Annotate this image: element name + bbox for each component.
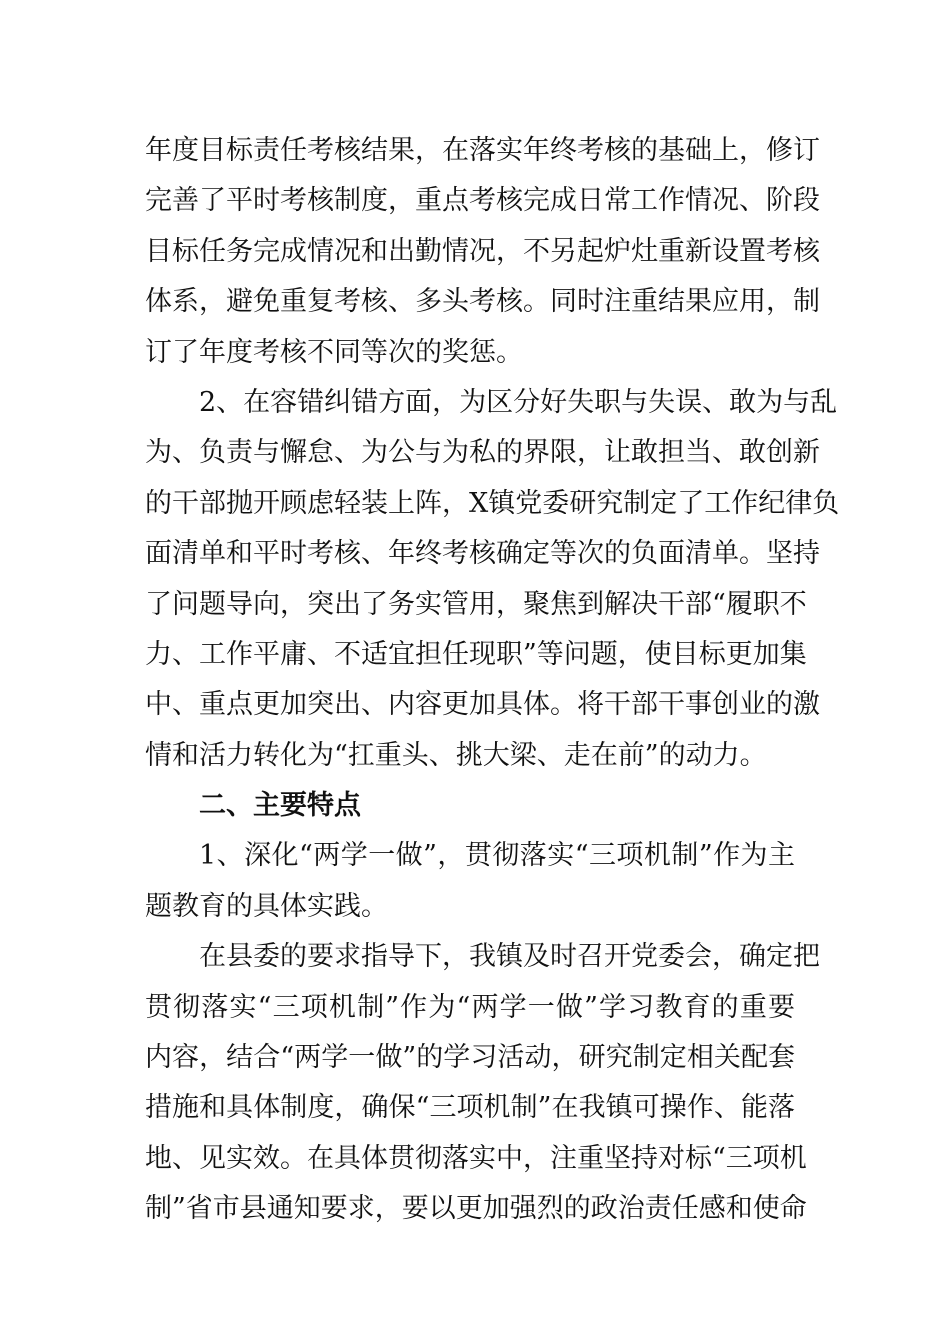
text-line: 措施和具体制度，确保“三项机制”在我镇可操作、能落 bbox=[145, 1092, 795, 1124]
text-line: 年度目标责任考核结果，在落实年终考核的基础上，修订 bbox=[145, 135, 820, 166]
text-line: 体系，避免重复考核、多头考核。同时注重结果应用，制 bbox=[145, 286, 820, 318]
text-line: 贯彻落实“三项机制”作为“两学一做”学习教育的重要 bbox=[145, 991, 795, 1023]
text-line: 1、深化“两学一做”，贯彻落实“三项机制”作为主 bbox=[199, 840, 795, 872]
text-line: 中、重点更加突出、内容更加具体。将干部干事创业的激 bbox=[145, 689, 820, 721]
text-line: 的干部抛开顾虑轻装上阵，X镇党委研究制定了工作纪律负 bbox=[145, 487, 840, 519]
text-line: 面清单和平时考核、年终考核确定等次的负面清单。坚持 bbox=[145, 538, 820, 570]
text-line: 完善了平时考核制度，重点考核完成日常工作情况、阶段 bbox=[145, 185, 820, 217]
text-line: 在县委的要求指导下，我镇及时召开党委会，确定把 bbox=[199, 941, 820, 973]
text-line: 力、工作平庸、不适宜担任现职”等问题，使目标更加集 bbox=[145, 638, 807, 670]
text-line: 订了年度考核不同等次的奖惩。 bbox=[145, 336, 523, 368]
document-body bbox=[145, 126, 840, 1235]
text-line: 题教育的具体实践。 bbox=[145, 890, 388, 922]
paragraph-two-studies bbox=[145, 831, 795, 932]
text-line: 地、见实效。在具体贯彻落实中，注重坚持对标“三项机 bbox=[145, 1142, 807, 1174]
text-line: 制”省市县通知要求，要以更加强烈的政治责任感和使命 bbox=[145, 1193, 807, 1225]
section-heading-main-features bbox=[145, 781, 795, 831]
paragraph-fault-tolerance bbox=[145, 378, 840, 781]
paragraph-county-guidance bbox=[145, 932, 820, 1234]
text-line: 2、在容错纠错方面，为区分好失职与失误、敢为与乱 bbox=[199, 386, 838, 418]
text-line: 目标任务完成情况和出勤情况，不另起炉灶重新设置考核 bbox=[145, 235, 820, 267]
paragraph-assessment-system bbox=[145, 126, 820, 378]
text-line: 情和活力转化为“扛重头、挑大梁、走在前”的动力。 bbox=[145, 739, 767, 771]
section-heading: 二、主要特点 bbox=[199, 790, 361, 822]
text-line: 为、负责与懈怠、为公与为私的界限，让敢担当、敢创新 bbox=[145, 437, 820, 469]
text-line: 内容，结合“两学一做”的学习活动，研究制定相关配套 bbox=[145, 1042, 795, 1074]
text-line: 了问题导向，突出了务实管用，聚焦到解决干部“履职不 bbox=[145, 588, 807, 620]
